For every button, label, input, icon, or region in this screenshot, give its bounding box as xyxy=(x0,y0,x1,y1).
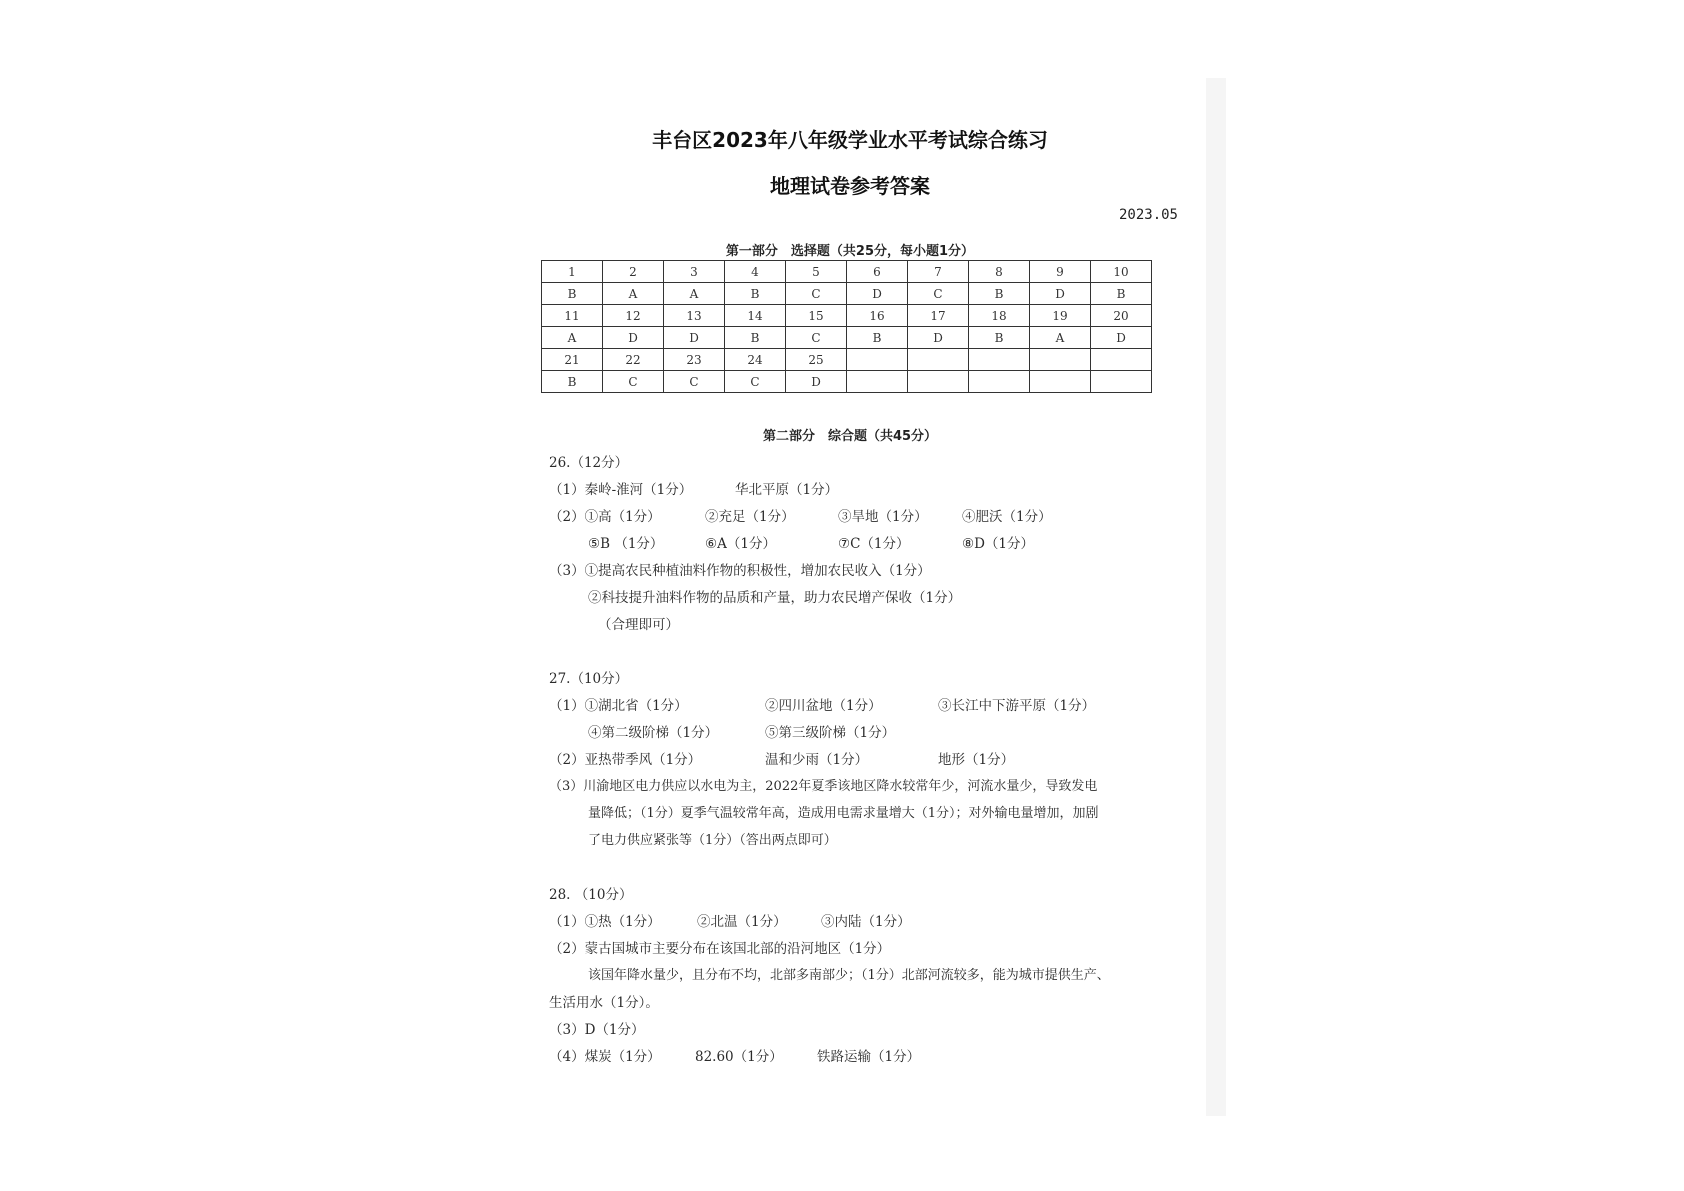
question-number-cell: 9 xyxy=(1030,261,1091,283)
answer-cell: D xyxy=(786,371,847,393)
q26-answer-2c: ③旱地（1分） xyxy=(838,509,928,525)
q26-answer-1a: （1）秦岭-淮河（1分） xyxy=(549,482,693,498)
q28-answer-1c: ③内陆（1分） xyxy=(821,914,911,930)
part1-heading: 第一部分 选择题（共25分，每小题1分） xyxy=(725,244,975,259)
q28-header: 28. （10分） xyxy=(549,887,633,903)
q26-line5: ②科技提升油料作物的品质和产量，助力农民增产保收（1分） xyxy=(588,590,962,606)
answer-cell: A xyxy=(542,327,603,349)
q27-answer-3c: 地形（1分） xyxy=(938,752,1015,768)
question-number-cell xyxy=(1030,349,1091,371)
answer-cell: D xyxy=(908,327,969,349)
question-number-cell: 11 xyxy=(542,305,603,327)
answer-table xyxy=(541,260,1152,393)
q26-answer-3c: ⑦C（1分） xyxy=(838,536,910,552)
question-number-cell: 24 xyxy=(725,349,786,371)
answer-cell xyxy=(1091,371,1152,393)
q28-answer-6a: （4）煤炭（1分） xyxy=(549,1049,661,1065)
answer-cell: D xyxy=(603,327,664,349)
part2-heading: 第二部分 综合题（共45分） xyxy=(762,429,938,444)
question-number-row xyxy=(542,349,1152,371)
q26-answer-3a: ⑤B （1分） xyxy=(588,536,664,552)
q26-answer-3d: ⑧D（1分） xyxy=(962,536,1035,552)
q28-answer-1a: （1）①热（1分） xyxy=(549,914,661,930)
question-number-cell: 2 xyxy=(603,261,664,283)
question-number-cell: 14 xyxy=(725,305,786,327)
answer-cell: B xyxy=(969,283,1030,305)
document-subtitle: 地理试卷参考答案 xyxy=(770,174,930,198)
q28-answer-6c: 铁路运输（1分） xyxy=(817,1049,921,1065)
answer-cell: B xyxy=(725,327,786,349)
answer-cell: B xyxy=(542,283,603,305)
answer-row xyxy=(542,283,1152,305)
answer-row xyxy=(542,371,1152,393)
answer-cell: C xyxy=(725,371,786,393)
answer-cell: C xyxy=(664,371,725,393)
question-number-cell xyxy=(908,349,969,371)
document-date: 2023.05 xyxy=(1118,207,1178,223)
question-number-cell: 19 xyxy=(1030,305,1091,327)
question-number-cell: 6 xyxy=(847,261,908,283)
answer-cell: B xyxy=(969,327,1030,349)
document-title: 丰台区2023年八年级学业水平考试综合练习 xyxy=(652,128,1048,152)
q28-line3: 该国年降水量少，且分布不均，北部多南部少；（1分）北部河流较多，能为城市提供生产、 xyxy=(588,968,1110,983)
answer-cell: C xyxy=(786,283,847,305)
answer-cell: B xyxy=(542,371,603,393)
q27-line4: （3）川渝地区电力供应以水电为主，2022年夏季该地区降水较常年少，河流水量少，导致发电 xyxy=(549,779,1098,794)
question-number-cell: 4 xyxy=(725,261,786,283)
question-number-cell: 8 xyxy=(969,261,1030,283)
q27-line5: 量降低；（1分）夏季气温较常年高，造成用电需求量增大（1分）；对外输电量增加，加剧 xyxy=(588,806,1099,821)
question-number-cell: 7 xyxy=(908,261,969,283)
q26-header: 26.（12分） xyxy=(549,455,629,471)
answer-cell: B xyxy=(1091,283,1152,305)
question-number-cell: 12 xyxy=(603,305,664,327)
q27-header: 27.（10分） xyxy=(549,671,629,687)
question-number-row xyxy=(542,261,1152,283)
q26-line4: （3）①提高农民种植油料作物的积极性，增加农民收入（1分） xyxy=(549,563,931,579)
question-number-cell: 18 xyxy=(969,305,1030,327)
q27-line6: 了电力供应紧张等（1分）（答出两点即可） xyxy=(588,833,837,848)
q26-answer-1b: 华北平原（1分） xyxy=(735,482,839,498)
q27-answer-1a: （1）①湖北省（1分） xyxy=(549,698,688,714)
question-number-cell: 21 xyxy=(542,349,603,371)
answer-row xyxy=(542,327,1152,349)
page-edge-shadow xyxy=(1206,78,1226,1116)
question-number-cell xyxy=(847,349,908,371)
answer-cell: D xyxy=(1030,283,1091,305)
question-number-cell: 13 xyxy=(664,305,725,327)
question-number-cell: 17 xyxy=(908,305,969,327)
question-number-cell xyxy=(969,349,1030,371)
q28-line5: （3）D（1分） xyxy=(549,1022,645,1038)
question-number-cell: 20 xyxy=(1091,305,1152,327)
question-number-cell: 15 xyxy=(786,305,847,327)
answer-cell xyxy=(1030,371,1091,393)
answer-cell xyxy=(969,371,1030,393)
answer-cell: B xyxy=(847,327,908,349)
answer-cell: A xyxy=(603,283,664,305)
answer-cell: A xyxy=(1030,327,1091,349)
q26-line6: （合理即可） xyxy=(598,617,679,633)
q27-answer-1c: ③长江中下游平原（1分） xyxy=(938,698,1096,714)
q28-line4: 生活用水（1分）。 xyxy=(549,995,659,1011)
question-number-cell: 23 xyxy=(664,349,725,371)
q27-answer-1b: ②四川盆地（1分） xyxy=(765,698,882,714)
answer-cell: C xyxy=(908,283,969,305)
q28-line2: （2）蒙古国城市主要分布在该国北部的沿河地区（1分） xyxy=(549,941,891,957)
answer-cell: B xyxy=(725,283,786,305)
answer-cell: D xyxy=(1091,327,1152,349)
answer-cell xyxy=(908,371,969,393)
answer-cell: A xyxy=(664,283,725,305)
q26-answer-2a: （2）①高（1分） xyxy=(549,509,661,525)
answer-cell: C xyxy=(786,327,847,349)
question-number-cell xyxy=(1091,349,1152,371)
q27-answer-2a: ④第二级阶梯（1分） xyxy=(588,725,719,741)
q28-answer-1b: ②北温（1分） xyxy=(697,914,787,930)
answer-cell: C xyxy=(603,371,664,393)
answer-cell: D xyxy=(664,327,725,349)
question-number-cell: 22 xyxy=(603,349,664,371)
q27-answer-3a: （2）亚热带季风（1分） xyxy=(549,752,702,768)
q26-answer-2d: ④肥沃（1分） xyxy=(962,509,1052,525)
q27-answer-2b: ⑤第三级阶梯（1分） xyxy=(765,725,896,741)
question-number-cell: 5 xyxy=(786,261,847,283)
q27-answer-3b: 温和少雨（1分） xyxy=(765,752,869,768)
q26-answer-3b: ⑥A（1分） xyxy=(705,536,776,552)
question-number-row xyxy=(542,305,1152,327)
q28-answer-6b: 82.60（1分） xyxy=(695,1049,783,1065)
question-number-cell: 25 xyxy=(786,349,847,371)
question-number-cell: 3 xyxy=(664,261,725,283)
question-number-cell: 1 xyxy=(542,261,603,283)
answer-cell: D xyxy=(847,283,908,305)
answer-cell xyxy=(847,371,908,393)
q26-answer-2b: ②充足（1分） xyxy=(705,509,795,525)
question-number-cell: 16 xyxy=(847,305,908,327)
question-number-cell: 10 xyxy=(1091,261,1152,283)
